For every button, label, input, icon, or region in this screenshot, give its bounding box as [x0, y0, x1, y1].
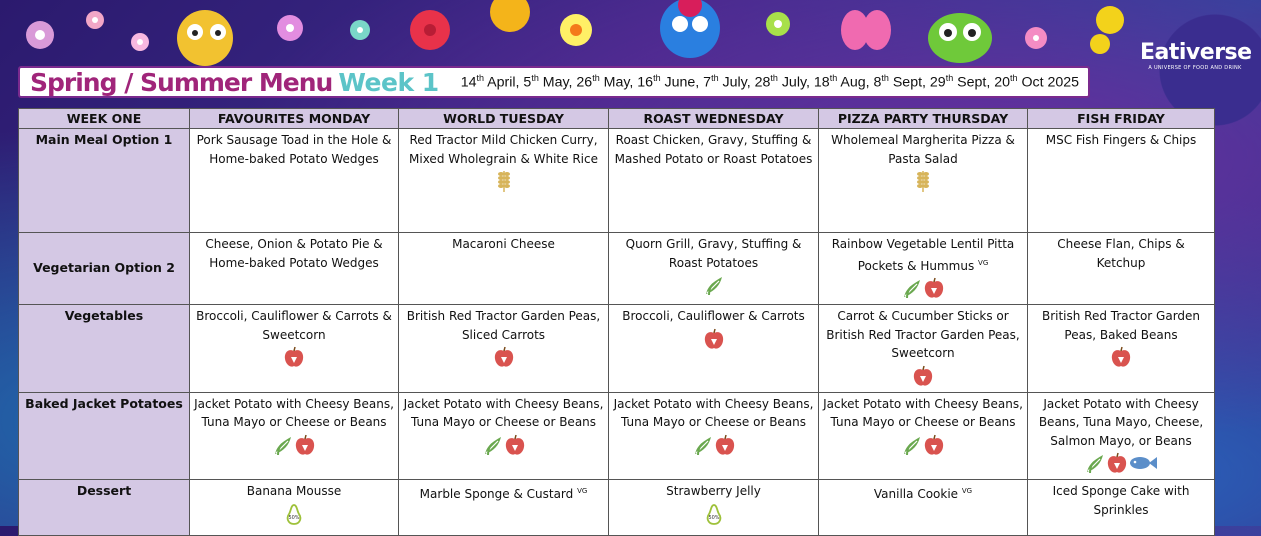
dish-text: Rainbow Vegetable Lentil Pitta Pockets & Hummus — [831, 237, 1015, 273]
flower-icon — [410, 10, 450, 50]
dish-text: Banana Mousse — [246, 484, 342, 498]
dietary-icons — [823, 364, 1023, 390]
dietary-icons — [403, 169, 604, 195]
meal-category-label: Vegetables — [19, 305, 190, 393]
meal-category-label: Baked Jacket Potatoes — [19, 392, 190, 480]
decorative-banner-artwork — [0, 0, 1261, 70]
plant-icon — [703, 273, 725, 297]
plant-icon — [482, 433, 504, 457]
date-suffix: th — [881, 73, 889, 84]
wholegrain-icon — [493, 169, 515, 193]
menu-row — [19, 305, 1215, 393]
date-suffix: th — [829, 73, 838, 84]
flower-icon — [560, 14, 592, 46]
date-suffix: th — [653, 73, 661, 84]
apple-icon — [1106, 451, 1128, 475]
apple-icon — [283, 345, 305, 369]
menu-cell — [190, 305, 399, 393]
eativerse-logo — [1140, 40, 1250, 71]
dietary-icons — [1032, 345, 1210, 371]
svg-text:50%: 50% — [288, 514, 300, 521]
dish-text: Roast Chicken, Gravy, Stuffing & Mashed Potato or Roast Potatoes — [614, 133, 813, 166]
dietary-icons — [194, 345, 394, 371]
apple-icon — [923, 433, 945, 457]
menu-cell — [399, 129, 609, 233]
date-month: May, — [599, 74, 638, 91]
menu-cell — [190, 392, 399, 480]
day-column-header: FAVOURITES MONDAY — [190, 109, 399, 129]
menu-cell — [819, 392, 1028, 480]
menu-cell — [609, 305, 819, 393]
menu-title: Spring / Summer Menu — [30, 67, 333, 97]
menu-cell — [609, 480, 819, 536]
menu-cell — [399, 233, 609, 305]
logo-tagline: A UNIVERSE OF FOOD AND DRINK — [1148, 65, 1242, 71]
menu-cell — [609, 233, 819, 305]
vegan-badge: VG — [978, 258, 989, 267]
date-day: 16 — [637, 74, 654, 91]
sun-icon — [490, 0, 530, 32]
date-month: May, — [538, 74, 577, 91]
plant-icon — [1084, 451, 1106, 475]
apple-icon — [923, 276, 945, 300]
menu-cell — [190, 233, 399, 305]
flower-icon — [131, 33, 149, 51]
apple-icon — [493, 345, 515, 369]
menu-cell — [609, 392, 819, 480]
dietary-icons — [823, 276, 1023, 302]
menu-cell — [1028, 392, 1215, 480]
date-month: July, — [718, 74, 755, 91]
date-suffix: th — [592, 73, 600, 84]
apple-icon — [714, 433, 736, 457]
menu-cell — [819, 480, 1028, 536]
vegan-badge: VG — [961, 487, 973, 495]
dietary-icons — [613, 273, 814, 299]
dish-text: Jacket Potato with Cheesy Beans, Tuna Mayo or Cheese or Beans — [823, 396, 1023, 429]
butterfly-icon — [841, 10, 891, 50]
day-column-header: FISH FRIDAY — [1028, 109, 1215, 129]
dish-text: British Red Tractor Garden Peas, Sliced Carrots — [406, 309, 601, 342]
menu-row — [19, 480, 1215, 536]
date-month: Sept, — [888, 74, 930, 91]
week-one-header: WEEK ONE — [19, 109, 190, 129]
menu-cell — [399, 480, 609, 536]
apple-icon — [504, 433, 526, 457]
day-column-header: ROAST WEDNESDAY — [609, 109, 819, 129]
date-day: 14 — [460, 74, 477, 91]
date-day: 8 — [873, 74, 882, 91]
date-day: 18 — [813, 74, 830, 91]
dietary-icons — [403, 345, 604, 371]
date-month: Aug, — [837, 74, 874, 91]
meal-category-label: Vegetarian Option 2 — [19, 233, 190, 305]
flower-icon — [1090, 6, 1124, 54]
apple-icon — [1110, 345, 1132, 369]
date-day: 20 — [994, 74, 1011, 91]
dietary-icons — [403, 433, 604, 459]
menu-cell — [399, 305, 609, 393]
menu-week-label: Week 1 — [338, 67, 439, 97]
date-suffix: th — [945, 73, 954, 84]
dish-text: MSC Fish Fingers & Chips — [1045, 133, 1197, 147]
date-suffix: th — [531, 73, 539, 84]
menu-header-row — [19, 109, 1215, 129]
dietary-icons — [1032, 451, 1210, 477]
day-column-header: WORLD TUESDAY — [399, 109, 609, 129]
flower-icon — [766, 12, 790, 36]
flower-icon — [1025, 27, 1047, 49]
dish-text: Jacket Potato with Cheesy Beans, Tuna Mayo, Cheese, Salmon Mayo, or Beans — [1038, 396, 1204, 448]
menu-cell — [819, 233, 1028, 305]
menu-cell — [1028, 480, 1215, 536]
menu-cell — [1028, 233, 1215, 305]
date-day: 29 — [929, 74, 946, 91]
meal-category-label: Main Meal Option 1 — [19, 129, 190, 233]
menu-cell — [609, 129, 819, 233]
vegan-badge: VG — [577, 487, 588, 495]
day-column-header: PIZZA PARTY THURSDAY — [819, 109, 1028, 129]
dish-text: Jacket Potato with Cheesy Beans, Tuna Mayo or Cheese or Beans — [403, 396, 604, 429]
dish-text: Jacket Potato with Cheesy Beans, Tuna Mayo or Cheese or Beans — [194, 396, 394, 429]
date-day: 5 — [523, 74, 532, 91]
svg-text:50%: 50% — [707, 514, 720, 521]
menu-table-body — [19, 129, 1215, 536]
menu-cell — [819, 305, 1028, 393]
date-month: Sept, — [953, 74, 995, 91]
dish-text: Cheese, Onion & Potato Pie & Home-baked Potato Wedges — [205, 237, 383, 270]
menu-cell — [819, 129, 1028, 233]
date-suffix: th — [1010, 73, 1018, 84]
dietary-icons — [823, 433, 1023, 459]
monster-character-icon — [928, 13, 992, 63]
dish-text: Marble Sponge & Custard — [419, 487, 574, 501]
dish-text: Red Tractor Mild Chicken Curry, Mixed Wholegrain & White Rice — [409, 133, 598, 166]
date-suffix: th — [770, 73, 778, 84]
menu-cell — [1028, 305, 1215, 393]
dish-text: Jacket Potato with Cheesy Beans, Tuna Mayo or Cheese or Beans — [613, 396, 814, 429]
flower-icon — [277, 15, 303, 41]
dietary-icons — [194, 433, 394, 459]
dish-text: Iced Sponge Cake with Sprinkles — [1052, 484, 1190, 517]
plant-icon — [901, 433, 923, 457]
dish-text: Broccoli, Cauliflower & Carrots — [622, 309, 805, 323]
date-month: July, — [777, 74, 814, 91]
wholegrain-icon — [912, 169, 934, 193]
menu-title-banner — [18, 66, 1090, 98]
menu-row — [19, 233, 1215, 305]
dish-text: British Red Tractor Garden Peas, Baked Beans — [1041, 309, 1201, 342]
flower-icon — [86, 11, 104, 29]
flower-icon — [350, 20, 370, 40]
date-suffix: th — [476, 73, 484, 84]
menu-cell — [399, 392, 609, 480]
apple-icon — [912, 364, 934, 388]
menu-row — [19, 392, 1215, 480]
plant-icon — [272, 433, 294, 457]
dish-text: Quorn Grill, Gravy, Stuffing & Roast Potatoes — [625, 237, 802, 270]
plant-icon — [901, 276, 923, 300]
dish-text: Carrot & Cucumber Sticks or British Red Tractor Garden Peas, Sweetcorn — [826, 309, 1020, 360]
fish-icon — [1128, 451, 1158, 475]
menu-cell — [1028, 129, 1215, 233]
logo-brand-name: Eativerse — [1140, 40, 1252, 65]
dish-text: Vanilla Cookie — [873, 487, 959, 501]
dish-text: Cheese Flan, Chips & Ketchup — [1057, 237, 1185, 270]
apple-icon — [703, 327, 725, 351]
dish-text: Broccoli, Cauliflower & Carrots & Sweetcorn — [196, 309, 392, 342]
date-suffix: th — [711, 73, 719, 84]
date-day: 26 — [576, 74, 593, 91]
dish-text: Macaroni Cheese — [452, 237, 555, 251]
date-day: 28 — [754, 74, 771, 91]
date-day: 7 — [703, 74, 712, 91]
date-month: June, — [660, 74, 704, 91]
monster-character-icon — [177, 10, 233, 66]
menu-dates — [461, 73, 1079, 91]
dish-text: Wholemeal Margherita Pizza & Pasta Salad — [831, 133, 1015, 166]
pear-icon — [283, 502, 305, 526]
menu-cell — [190, 480, 399, 536]
date-month: Oct 2025 — [1017, 74, 1080, 91]
monster-character-icon — [660, 0, 720, 58]
dietary-icons — [613, 502, 814, 528]
menu-table — [18, 108, 1215, 536]
dish-text: Pork Sausage Toad in the Hole & Home-baked Potato Wedges — [196, 133, 392, 166]
dietary-icons — [823, 169, 1023, 195]
dietary-icons — [613, 327, 814, 353]
flower-icon — [26, 21, 54, 49]
menu-row — [19, 129, 1215, 233]
plant-icon — [692, 433, 714, 457]
pear-icon — [703, 502, 725, 526]
dietary-icons — [194, 502, 394, 528]
date-month: April, — [483, 74, 524, 91]
dietary-icons — [613, 433, 814, 459]
meal-category-label: Dessert — [19, 480, 190, 536]
apple-icon — [294, 433, 316, 457]
dish-text: Strawberry Jelly — [666, 484, 761, 498]
menu-cell — [190, 129, 399, 233]
